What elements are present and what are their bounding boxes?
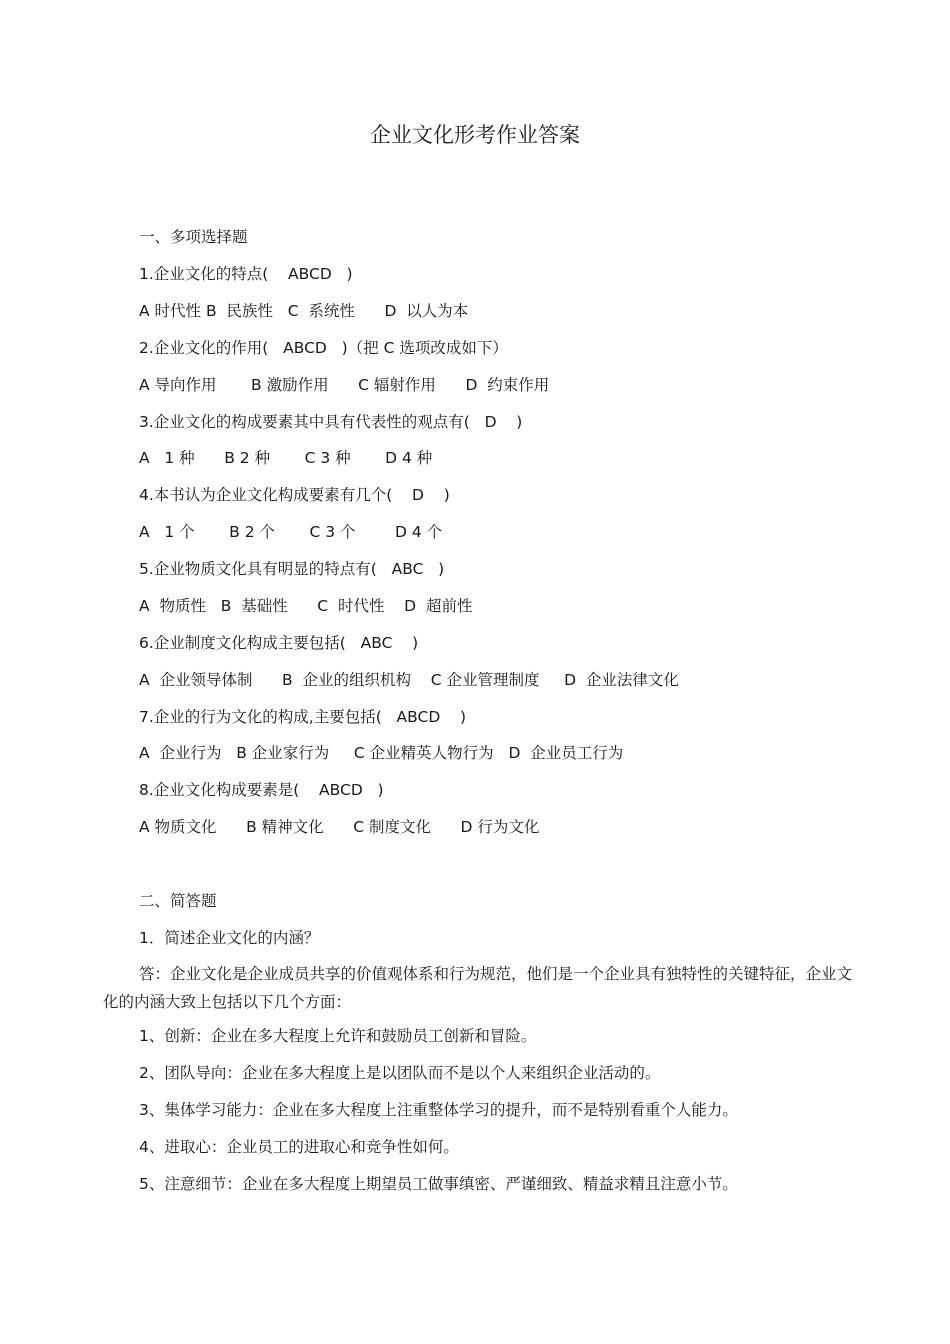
answer-point-4: 4、进取心：企业员工的进取心和竞争性如何。 <box>139 1138 459 1156</box>
short-answer-1: 答：企业文化是企业成员共享的价值观体系和行为规范，他们是一个企业具有独特性的关键特征，企业文化的内涵大致上包括以下几个方面： <box>103 965 853 1011</box>
question-4: 4.本书认为企业文化构成要素有几个( D ) <box>139 486 450 504</box>
question-5-options: A 物质性 B 基础性 C 时代性 D 超前性 <box>139 597 473 615</box>
question-1: 1.企业文化的特点( ABCD ) <box>139 265 353 283</box>
question-2-options: A 导向作用 B 激励作用 C 辐射作用 D 约束作用 <box>139 376 550 394</box>
question-3-options: A 1 种 B 2 种 C 3 种 D 4 种 <box>139 449 433 467</box>
question-6-options: A 企业领导体制 B 企业的组织机构 C 企业管理制度 D 企业法律文化 <box>139 671 679 689</box>
answer-point-2: 2、团队导向：企业在多大程度上是以团队而不是以个人来组织企业活动的。 <box>139 1064 661 1082</box>
question-5: 5.企业物质文化具有明显的特点有( ABC ) <box>139 560 445 578</box>
question-7: 7.企业的行为文化的构成,主要包括( ABCD ) <box>139 708 467 726</box>
section-heading-short-answer: 二、简答题 <box>139 892 217 910</box>
answer-point-5: 5、注意细节：企业在多大程度上期望员工做事缜密、严谨细致、精益求精且注意小节。 <box>139 1175 738 1193</box>
question-8-options: A 物质文化 B 精神文化 C 制度文化 D 行为文化 <box>139 818 540 836</box>
question-1-options: A 时代性 B 民族性 C 系统性 D 以人为本 <box>139 302 469 320</box>
document-title: 企业文化形考作业答案 <box>370 123 580 147</box>
answer-point-1: 1、创新：企业在多大程度上允许和鼓励员工创新和冒险。 <box>139 1027 537 1045</box>
question-8: 8.企业文化构成要素是( ABCD ) <box>139 781 384 799</box>
question-2: 2.企业文化的作用( ABCD )（把 C 选项改成如下） <box>139 339 508 357</box>
question-3: 3.企业文化的构成要素其中具有代表性的观点有( D ) <box>139 413 523 431</box>
question-6: 6.企业制度文化构成主要包括( ABC ) <box>139 634 419 652</box>
section-heading-multiple-choice: 一、多项选择题 <box>139 228 248 246</box>
short-question-1: 1．简述企业文化的内涵？ <box>139 929 320 947</box>
question-7-options: A 企业行为 B 企业家行为 C 企业精英人物行为 D 企业员工行为 <box>139 744 624 762</box>
question-4-options: A 1 个 B 2 个 C 3 个 D 4 个 <box>139 523 443 541</box>
answer-point-3: 3、集体学习能力：企业在多大程度上注重整体学习的提升，而不是特别看重个人能力。 <box>139 1101 738 1119</box>
